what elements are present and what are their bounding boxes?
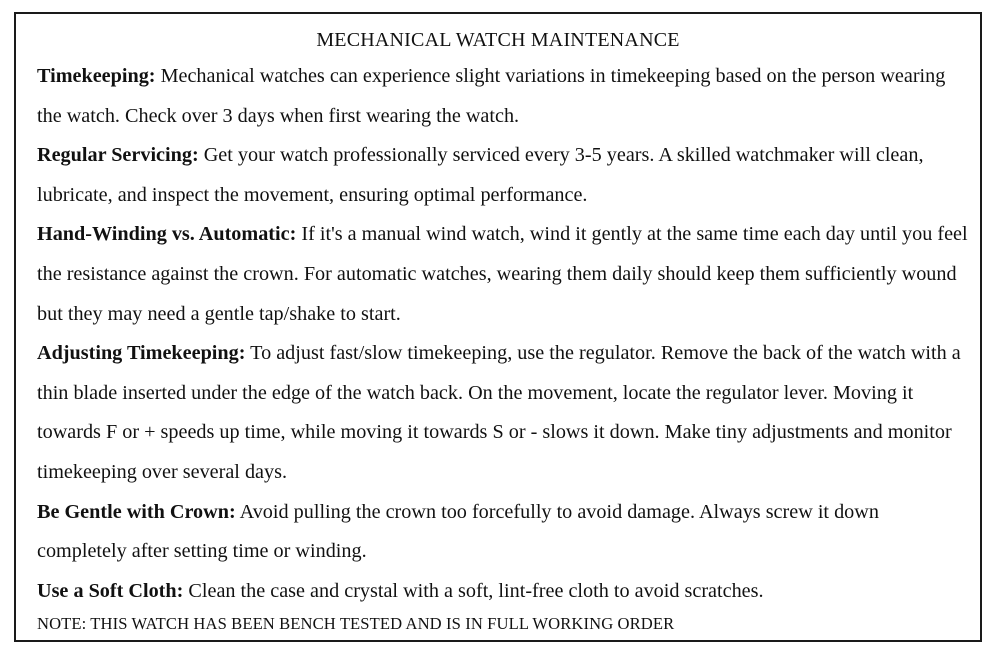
- section-term: Hand-Winding vs. Automatic:: [37, 223, 297, 246]
- section-gentle-crown: [37, 493, 969, 572]
- section-text: To adjust fast/slow timekeeping, use the regulator. Remove the back of the watch with a thin blade inserted under the edge of the watch back. On the movement, locate the regulator lever. Moving it towards F or + speeds up time, while moving it towards S or - slows it down. Make tiny adjustments and monitor timekeeping over several days.: [37, 342, 961, 483]
- section-term: Use a Soft Cloth:: [37, 579, 184, 602]
- section-text: Avoid pulling the crown too forcefully to avoid damage. Always screw it down completely after setting time or winding.: [37, 500, 879, 563]
- bench-test-note: NOTE: THIS WATCH HAS BEEN BENCH TESTED AND IS IN FULL WORKING ORDER: [37, 614, 675, 633]
- section-text: If it's a manual wind watch, wind it gently at the same time each day until you feel the resistance against the crown. For automatic watches, wearing them daily should keep them sufficiently wound but they may need a gentle tap/shake to start.: [37, 223, 968, 325]
- section-timekeeping: [37, 57, 969, 136]
- section-regular-servicing: [37, 136, 969, 215]
- section-term: Be Gentle with Crown:: [37, 500, 236, 523]
- section-term: Regular Servicing:: [37, 144, 199, 167]
- page-title: MECHANICAL WATCH MAINTENANCE: [316, 29, 680, 51]
- section-soft-cloth: [37, 572, 969, 612]
- section-text: Clean the case and crystal with a soft, lint-free cloth to avoid scratches.: [188, 579, 764, 602]
- section-term: Timekeeping:: [37, 65, 156, 87]
- section-adjusting-timekeeping: [37, 334, 969, 492]
- section-text: Mechanical watches can experience slight variations in timekeeping based on the person wearing the watch. Check over 3 days when first wearing the watch.: [37, 65, 946, 127]
- instructions-body: [37, 57, 969, 611]
- section-term: Adjusting Timekeeping:: [37, 342, 246, 365]
- section-hand-winding: [37, 215, 969, 334]
- maintenance-card: [14, 12, 982, 642]
- section-text: Get your watch professionally serviced every 3-5 years. A skilled watchmaker will clean, lubricate, and inspect the movement, ensuring optimal performance.: [37, 144, 924, 206]
